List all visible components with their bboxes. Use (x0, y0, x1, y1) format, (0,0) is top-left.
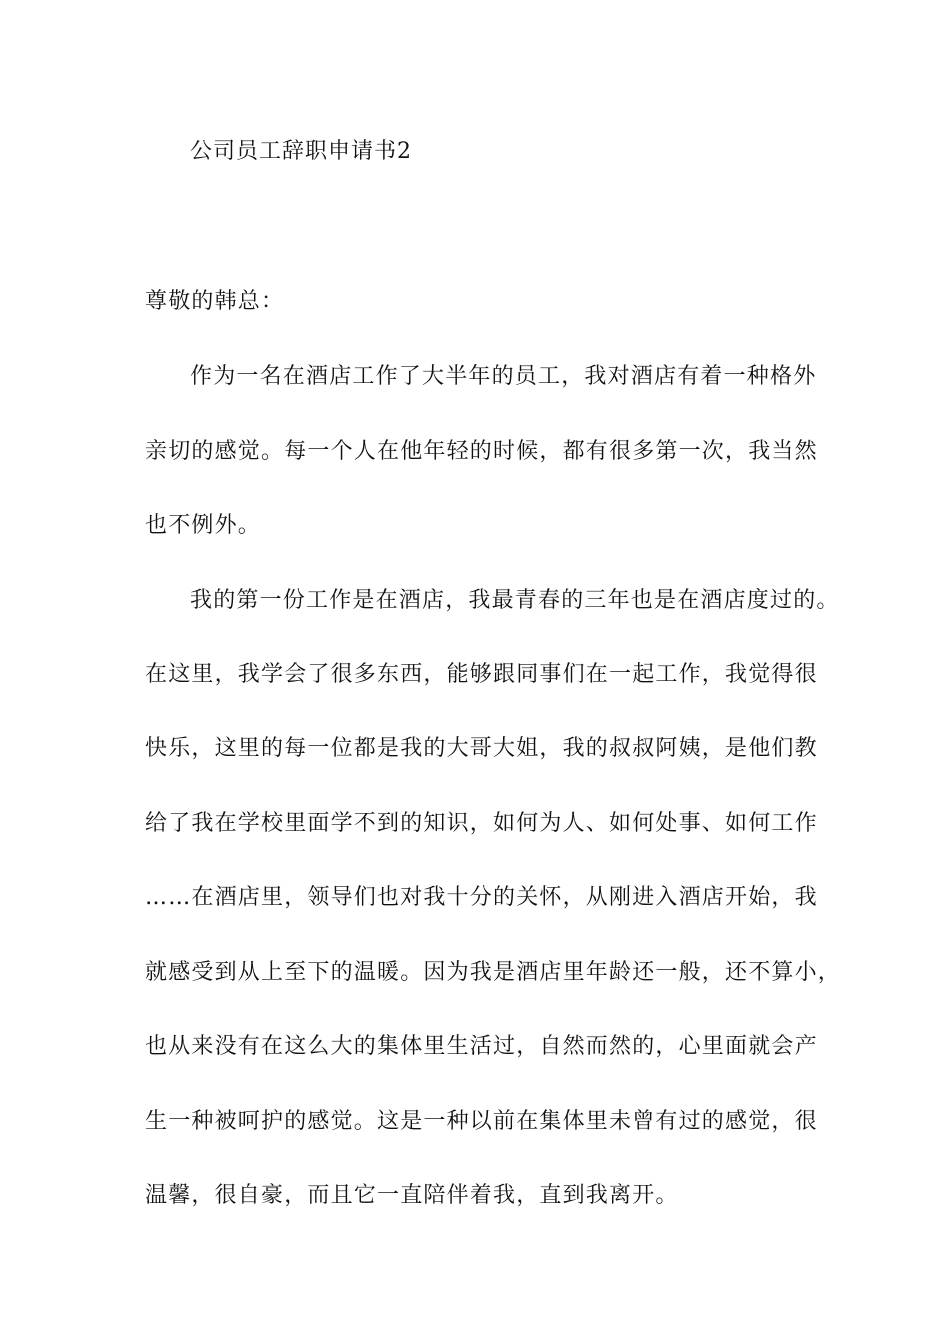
paragraph-2-line-8: 生一种被呵护的感觉。这是一种以前在集体里未曾有过的感觉，很 (145, 1109, 818, 1134)
paragraph-2-line-1: 我的第一份工作是在酒店，我最青春的三年也是在酒店度过的。 (190, 588, 840, 613)
paragraph-2-line-9: 温馨，很自豪，而且它一直陪伴着我，直到我离开。 (145, 1183, 679, 1208)
paragraph-2-line-5: ……在酒店里，领导们也对我十分的关怀，从刚进入酒店开始，我 (145, 885, 818, 910)
paragraph-2-line-2: 在这里，我学会了很多东西，能够跟同事们在一起工作，我觉得很 (145, 662, 818, 687)
paragraph-2-line-6: 就感受到从上至下的温暖。因为我是酒店里年龄还一般，还不算小， (145, 960, 842, 985)
paragraph-1-line-3: 也不例外。 (145, 513, 262, 538)
paragraph-2-line-7: 也从来没有在这么大的集体里生活过，自然而然的，心里面就会产 (145, 1034, 818, 1059)
document-title: 公司员工辞职申请书2 (190, 139, 412, 164)
paragraph-1-line-2: 亲切的感觉。每一个人在他年轻的时候，都有很多第一次，我当然 (145, 439, 818, 464)
paragraph-2-line-4: 给了我在学校里面学不到的知识，如何为人、如何处事、如何工作 (145, 811, 818, 836)
paragraph-1-line-1: 作为一名在酒店工作了大半年的员工，我对酒店有着一种格外 (190, 364, 817, 389)
salutation: 尊敬的韩总： (145, 289, 285, 314)
paragraph-2-line-3: 快乐，这里的每一位都是我的大哥大姐，我的叔叔阿姨，是他们教 (145, 736, 818, 761)
